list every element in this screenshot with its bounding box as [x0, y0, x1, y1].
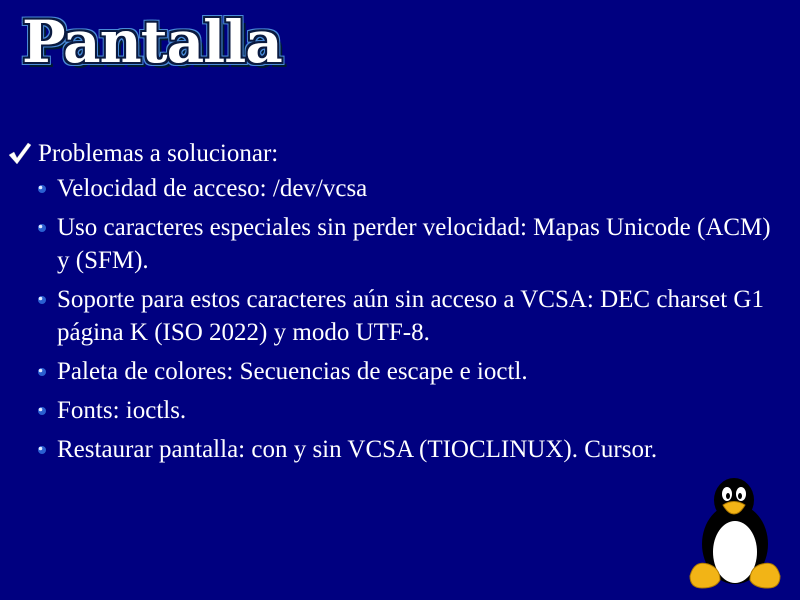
blue-ball-bullet-icon	[36, 444, 48, 456]
sub-bullet-text: Uso caracteres especiales sin perder velocidad: Mapas Unicode (ACM) y (SFM).	[57, 214, 771, 274]
sub-bullet-text: Velocidad de acceso: /dev/vcsa	[57, 175, 368, 202]
slide-title: Pantalla	[22, 8, 282, 76]
sub-bullet-item	[0, 172, 787, 205]
blue-ball-bullet-icon	[36, 294, 48, 306]
sub-bullet-text: Fonts: ioctls.	[57, 397, 187, 424]
sub-bullet-item	[0, 355, 787, 388]
sub-bullet-list	[0, 172, 800, 466]
sub-bullet-item	[0, 211, 787, 277]
blue-ball-bullet-icon	[36, 222, 48, 234]
sub-bullet-item	[0, 433, 787, 466]
sub-bullet-item	[0, 394, 787, 427]
sub-bullet-text: Soporte para estos caracteres aún sin acceso a VCSA: DEC charset G1 página K (ISO 2022) y modo UTF-8.	[57, 286, 764, 346]
sub-bullet-item	[0, 283, 787, 349]
tux-penguin-icon	[688, 476, 782, 591]
main-bullet-text: Problemas a solucionar:	[38, 140, 279, 167]
sub-bullet-text: Restaurar pantalla: con y sin VCSA (TIOCLINUX). Cursor.	[57, 436, 658, 463]
blue-ball-bullet-icon	[36, 183, 48, 195]
sub-bullet-text: Paleta de colores: Secuencias de escape e ioctl.	[57, 358, 528, 385]
main-bullet-item	[0, 137, 800, 172]
blue-ball-bullet-icon	[36, 405, 48, 417]
checkmark-icon	[6, 138, 32, 168]
slide-content	[0, 137, 800, 472]
blue-ball-bullet-icon	[36, 366, 48, 378]
